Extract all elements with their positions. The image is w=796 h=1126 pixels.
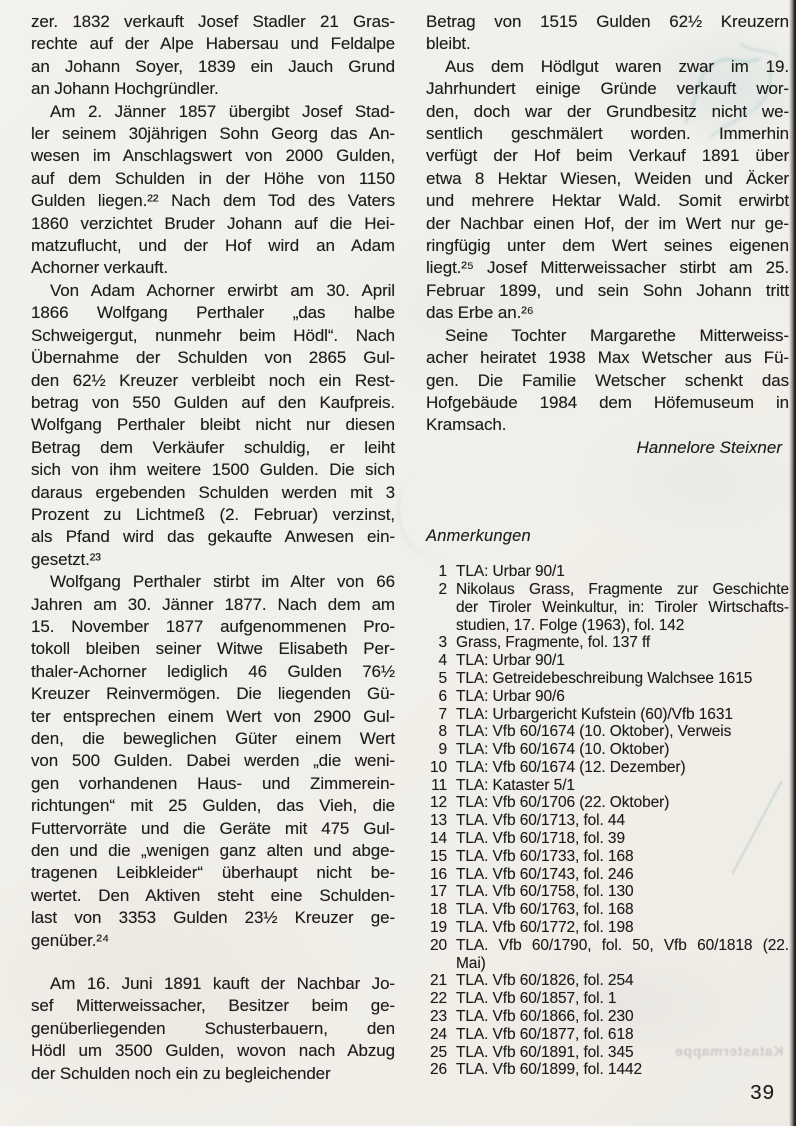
- bleedthrough-text: Katastermappe: [674, 1043, 784, 1059]
- annotation-text: [456, 848, 789, 866]
- annotation-text: [456, 866, 789, 884]
- annotation-line: Grass, Fragmente, fol. 137 ff: [456, 634, 651, 652]
- annotation-item: [426, 848, 789, 866]
- text-line: Wolfgang Perthaler bleibt nicht nur diesen: [31, 415, 395, 435]
- text-line: matzuflucht, und der Hof wird an Adam: [31, 236, 395, 256]
- annotation-number: 17: [429, 883, 447, 901]
- annotation-number: 11: [431, 776, 447, 794]
- text-line: an Johann Hochgründler.: [31, 79, 219, 99]
- text-line: den, doch war der Grundbesitz nicht we-: [426, 101, 789, 121]
- text-line: thaler-Achorner lediglich 46 Gulden 76½: [31, 661, 395, 681]
- annotation-text: [456, 1026, 789, 1044]
- text-line: gesetzt.²³: [31, 549, 101, 569]
- annotation-number: 9: [438, 741, 447, 759]
- annotation-line: Mai): [456, 954, 486, 972]
- annotation-text: [456, 1008, 789, 1026]
- author-name: Hannelore Steixner: [636, 437, 782, 457]
- annotation-number: 4: [438, 652, 447, 670]
- annotation-item: [426, 581, 789, 634]
- text-line: als Pfand wird das gekaufte Anwesen ein-: [31, 527, 395, 547]
- annotation-line: TLA. Vfb 60/1877, fol. 618: [456, 1025, 634, 1043]
- annotation-text: [456, 634, 789, 652]
- annotation-text: [456, 777, 789, 795]
- annotation-text: [456, 652, 789, 670]
- annotation-text: [456, 794, 789, 812]
- annotation-text: [456, 581, 789, 634]
- annotation-item: [426, 706, 789, 724]
- text-line: und mehrere Hektar Wald. Somit erwirbt: [426, 191, 789, 211]
- annotation-item: [426, 688, 789, 706]
- annotation-item: [426, 759, 789, 777]
- annotation-line: TLA. Vfb 60/1758, fol. 130: [456, 883, 634, 901]
- text-line: 15. November 1877 aufgenommenen Pro-: [31, 616, 395, 636]
- text-line: der Schulden noch ein zu begleichender: [31, 1063, 331, 1083]
- annotation-line: TLA. Vfb 60/1866, fol. 230: [456, 1008, 634, 1026]
- text-line: gen vorhandenen Haus- und Zimmerein-: [31, 773, 395, 793]
- text-line: an Johann Soyer, 1839 ein Jauch Grund: [31, 56, 395, 76]
- text-line: Von Adam Achorner erwirbt am 30. April: [50, 280, 395, 300]
- text-line: den und die „wenigen ganz alten und abge-: [31, 841, 395, 861]
- annotation-text: [456, 972, 789, 990]
- text-line: Februar 1899, und sein Sohn Johann tritt: [426, 280, 789, 300]
- text-line: ringfügig unter dem Wert seines eigenen: [426, 236, 789, 256]
- annotation-number: 19: [429, 919, 447, 937]
- annotation-number: 16: [429, 865, 447, 883]
- text-line: 1866 Wolfgang Perthaler „das halbe: [31, 303, 395, 323]
- annotation-number: 15: [429, 847, 447, 865]
- annotation-line: TLA: Vfb 60/1706 (22. Oktober): [456, 794, 670, 812]
- text-line: Kramsach.: [426, 415, 507, 435]
- annotation-line: der Tiroler Weinkultur, in: Tiroler Wirtschafts-: [456, 598, 789, 616]
- annotation-number: 12: [429, 794, 447, 812]
- text-line: verfügt der Hof beim Verkauf 1891 über: [426, 146, 789, 166]
- annotation-number: 25: [429, 1043, 447, 1061]
- annotation-line: TLA. Vfb 60/1713, fol. 44: [456, 812, 625, 830]
- annotation-number: 20: [429, 936, 447, 954]
- annotation-line: TLA. Vfb 60/1772, fol. 198: [456, 919, 634, 937]
- text-line: Betrag dem Verkäufer schuldig, er leiht: [31, 437, 395, 457]
- annotation-number: 1: [438, 563, 447, 581]
- annotation-item: [426, 972, 789, 990]
- annotation-line: TLA: Urbargericht Kufstein (60)/Vfb 1631: [456, 705, 733, 723]
- text-line: ler seinem 30jährigen Sohn Georg das An-: [31, 124, 395, 144]
- annotation-text: [456, 563, 789, 581]
- text-line: 1860 verzichtet Bruder Johann auf die Hei-: [31, 213, 395, 233]
- left-column: [31, 11, 395, 1085]
- annotation-item: [426, 919, 789, 937]
- text-line: wertet. Den Aktiven steht eine Schulden-: [31, 885, 395, 905]
- text-line: acher heiratet 1938 Max Wetscher aus Fü-: [426, 348, 789, 368]
- annotation-number: 8: [438, 723, 447, 741]
- text-line: Futtervorräte und die Geräte mit 475 Gul-: [31, 818, 395, 838]
- annotation-number: 24: [429, 1025, 447, 1043]
- annotation-text: [456, 812, 789, 830]
- annotation-text: [456, 741, 789, 759]
- annotation-text: [456, 919, 789, 937]
- text-line: den, die beweglichen Güter einem Wert: [31, 729, 395, 748]
- text-line: rechte auf der Alpe Habersau und Feldalpe: [31, 34, 395, 54]
- text-line: Schweigergut, nunmehr beim Hödl“. Nach: [31, 325, 395, 345]
- annotation-item: [426, 901, 789, 919]
- annotation-item: [426, 866, 789, 884]
- annotation-text: [456, 830, 789, 848]
- scan-edge-shadow: [789, 0, 796, 1126]
- annotation-item: [426, 883, 789, 901]
- paragraph: [31, 11, 395, 101]
- annotation-item: [426, 723, 789, 741]
- text-line: sef Mitterweissacher, Besitzer beim ge-: [31, 996, 395, 1016]
- annotation-item: [426, 652, 789, 670]
- text-line: genüber.²⁴: [31, 930, 110, 950]
- annotation-item: [426, 777, 789, 795]
- text-line: Am 2. Jänner 1857 übergibt Josef Stad-: [50, 101, 395, 121]
- annotation-text: [456, 901, 789, 919]
- text-line: Achorner verkauft.: [31, 258, 169, 278]
- annotation-item: [426, 830, 789, 848]
- text-line: bleibt.: [426, 34, 471, 54]
- annotations-list: [426, 563, 789, 1079]
- annotation-number: 3: [438, 634, 447, 652]
- annotations-heading: Anmerkungen: [426, 527, 531, 546]
- text-line: Gulden liegen.²² Nach dem Tod des Vaters: [31, 191, 395, 211]
- annotation-item: [426, 670, 789, 688]
- annotation-number: 7: [438, 705, 447, 723]
- annotation-number: 10: [429, 758, 447, 776]
- annotation-number: 26: [429, 1061, 447, 1079]
- paragraph: [31, 101, 395, 280]
- text-line: Jahren am 30. Jänner 1877. Nach dem am: [31, 594, 395, 614]
- text-line: etwa 8 Hektar Wiesen, Weiden und Äcker: [426, 168, 789, 188]
- annotation-text: [456, 706, 789, 724]
- annotation-item: [426, 937, 789, 973]
- annotation-line: TLA. Vfb 60/1718, fol. 39: [456, 830, 625, 848]
- text-line: genüberliegenden Schusterbauern, den: [31, 1018, 395, 1038]
- paragraph: [31, 973, 395, 1085]
- annotation-number: 21: [429, 972, 447, 990]
- annotation-item: [426, 1061, 789, 1079]
- text-line: Betrag von 1515 Gulden 62½ Kreuzern: [426, 12, 789, 31]
- annotation-line: TLA. Vfb 60/1899, fol. 1442: [456, 1061, 643, 1079]
- text-line: Wolfgang Perthaler stirbt im Alter von 66: [50, 572, 395, 592]
- annotation-line: TLA: Urbar 90/1: [456, 652, 565, 670]
- annotation-line: TLA. Vfb 60/1891, fol. 345: [456, 1043, 634, 1061]
- text-line: liegt.²⁵ Josef Mitterweissacher stirbt am 25.: [426, 258, 789, 278]
- annotation-line: TLA: Vfb 60/1674 (10. Oktober): [456, 741, 670, 759]
- annotation-line: TLA: Getreidebeschreibung Walchsee 1615: [456, 669, 753, 687]
- right-column-paragraphs: [426, 11, 789, 437]
- annotation-item: [426, 812, 789, 830]
- text-line: Hödl um 3500 Gulden, wovon nach Abzug: [31, 1041, 395, 1061]
- paragraph: [426, 11, 789, 56]
- text-line: last von 3353 Gulden 23½ Kreuzer ge-: [31, 908, 395, 928]
- annotation-number: 5: [438, 669, 447, 687]
- text-line: Am 16. Juni 1891 kauft der Nachbar Jo-: [50, 974, 395, 994]
- annotation-text: [456, 937, 789, 973]
- text-line: von 500 Gulden. Dabei werden „die weni-: [31, 751, 395, 771]
- annotation-item: [426, 1008, 789, 1026]
- annotation-number: 18: [429, 901, 447, 919]
- right-column: [426, 11, 789, 1079]
- text-line: der Nachbar einen Hof, der im Wert nur ge-: [426, 213, 789, 233]
- annotation-number: 13: [429, 812, 447, 830]
- text-line: das Erbe an.²⁶: [426, 303, 534, 323]
- text-line: tragenen Leibkleider“ überhaupt nicht be-: [31, 863, 395, 883]
- paragraph: [31, 571, 395, 952]
- annotation-line: TLA. Vfb 60/1790, fol. 50, Vfb 60/1818 (22.: [456, 936, 789, 954]
- text-line: sentlich geschmälert worden. Immerhin: [426, 124, 789, 144]
- annotation-number: 2: [438, 580, 447, 598]
- text-line: gen. Die Familie Wetscher schenkt das: [426, 370, 789, 390]
- text-line: Jahrhundert einige Gründe verkauft wor-: [426, 79, 789, 99]
- annotation-text: [456, 759, 789, 777]
- paragraph: [426, 325, 789, 437]
- annotation-line: studien, 17. Folge (1963), fol. 142: [456, 616, 685, 634]
- annotation-line: TLA. Vfb 60/1763, fol. 168: [456, 901, 634, 919]
- text-line: Seine Tochter Margarethe Mitterweiss-: [445, 325, 789, 345]
- annotation-line: TLA. Vfb 60/1826, fol. 254: [456, 972, 634, 990]
- text-line: den 62½ Kreuzer verbleibt noch ein Rest-: [31, 370, 395, 390]
- text-line: Aus dem Hödlgut waren zwar im 19.: [445, 56, 789, 76]
- annotation-text: [456, 883, 789, 901]
- text-line: daraus ergebenden Schulden werden mit 3: [31, 482, 395, 502]
- annotation-item: [426, 741, 789, 759]
- annotation-text: [456, 688, 789, 706]
- annotation-line: TLA. Vfb 60/1857, fol. 1: [456, 990, 617, 1008]
- annotation-item: [426, 990, 789, 1008]
- text-line: ter entsprechen einem Wert von 2900 Gul-: [31, 706, 395, 726]
- annotation-number: 6: [438, 687, 447, 705]
- annotation-number: 14: [429, 830, 447, 848]
- text-line: auf dem Schulden in der Höhe von 1150: [31, 168, 395, 188]
- text-line: tokoll bleiben seiner Witwe Elisabeth Per-: [31, 639, 395, 659]
- text-line: wesen im Anschlagswert von 2000 Gulden,: [31, 146, 395, 166]
- annotation-line: TLA: Urbar 90/1: [456, 563, 565, 581]
- annotation-item: [426, 794, 789, 812]
- annotation-line: TLA: Vfb 60/1674 (10. Oktober), Verweis: [456, 723, 732, 741]
- text-line: Prozent zu Lichtmeß (2. Februar) verzinst,: [31, 504, 395, 524]
- annotation-item: [426, 563, 789, 581]
- text-line: richtungen“ mit 25 Gulden, das Vieh, die: [31, 796, 395, 816]
- page-number: 39: [750, 1081, 775, 1104]
- annotation-line: TLA: Urbar 90/6: [456, 687, 565, 705]
- annotation-line: TLA: Kataster 5/1: [456, 776, 575, 794]
- annotation-text: [456, 1061, 789, 1079]
- paragraph: [426, 56, 789, 325]
- annotation-text: [456, 670, 789, 688]
- text-line: betrag von 550 Gulden auf den Kaufpreis.: [31, 392, 395, 412]
- annotation-text: [456, 723, 789, 741]
- annotation-line: TLA. Vfb 60/1743, fol. 246: [456, 865, 634, 883]
- text-line: sich von ihm weitere 1500 Gulden. Die sich: [31, 460, 395, 480]
- text-line: Kreuzer Reinvermögen. Die liegenden Gü-: [31, 684, 395, 704]
- annotation-line: TLA. Vfb 60/1733, fol. 168: [456, 847, 634, 865]
- annotation-text: [456, 990, 789, 1008]
- annotation-line: TLA: Vfb 60/1674 (12. Dezember): [456, 758, 686, 776]
- annotation-line: Nikolaus Grass, Fragmente zur Geschichte: [456, 580, 789, 598]
- text-line: Hofgebäude 1984 dem Höfemuseum in: [426, 392, 789, 412]
- paragraph: [31, 280, 395, 571]
- text-line: Übernahme der Schulden von 2865 Gul-: [31, 348, 395, 368]
- annotation-item: [426, 1026, 789, 1044]
- text-line: zer. 1832 verkauft Josef Stadler 21 Gras-: [31, 12, 395, 31]
- annotation-number: 23: [429, 1008, 447, 1026]
- annotation-item: [426, 634, 789, 652]
- annotation-number: 22: [429, 990, 447, 1008]
